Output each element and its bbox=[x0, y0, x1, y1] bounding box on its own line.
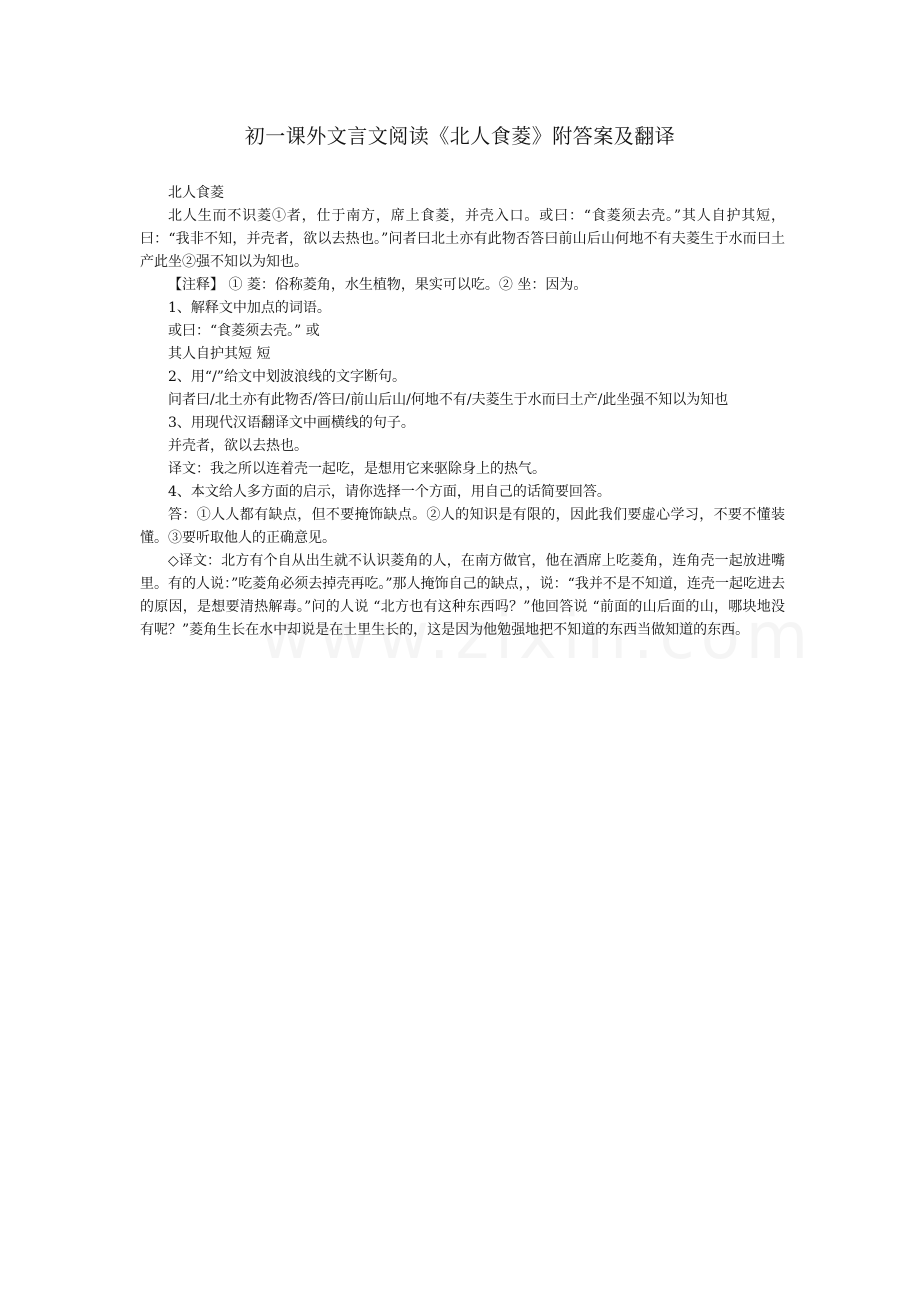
document-title: 初一课外文言文阅读《北人食菱》附答案及翻译 bbox=[244, 124, 676, 148]
original-text-paragraph: 北人生而不识菱①者，仕于南方，席上食菱，并壳入口。或曰：“食菱须去壳。”其人自护其短，曰：“我非不知，并壳者，欲以去热也。”问者曰北土亦有此物否答曰前山后山何地不有夫菱生于水而曰土产此坐②强不知以为知也。 bbox=[140, 208, 785, 270]
question-2: 2、用“/”给文中划波浪线的文字断句。 bbox=[168, 369, 406, 385]
question-1: 1、解释文中加点的词语。 bbox=[168, 300, 331, 316]
question-3-answer: 译文：我之所以连着壳一起吃，是想用它来驱除身上的热气。 bbox=[168, 461, 546, 477]
document-body bbox=[140, 182, 785, 642]
translation-paragraph: ◇译文：北方有个自从出生就不认识菱角的人，在南方做官，他在酒席上吃菱角，连角壳一起放进嘴里。有的人说：”吃菱角必须去掉壳再吃。”那人掩饰自己的缺点，，说：“我并不是不知道，连壳一起吃进去的原因，是想要清热解毒。”问的人说 “北方也有这种东西吗？”他回答说 “前面的山后面的山，哪块地没有呢？”菱角生长在水中却说是在土里生长的，这是因为他勉强地把不知道的东西当做知道的东西。 bbox=[140, 553, 785, 638]
question-4-answer: 答：①人人都有缺点，但不要掩饰缺点。②人的知识是有限的，因此我们要虚心学习，不要不懂装懂。③要听取他人的正确意见。 bbox=[140, 507, 785, 546]
question-3-sentence: 并壳者，欲以去热也。 bbox=[168, 438, 308, 454]
section-heading: 北人食菱 bbox=[168, 185, 224, 201]
question-2-answer: 问者曰/北土亦有此物否/答曰/前山后山/何地不有/夫菱生于水而曰土产/此坐强不知以为知也 bbox=[168, 392, 729, 408]
notes-paragraph: 【注释】 ① 菱：俗称菱角，水生植物，果实可以吃。② 坐：因为。 bbox=[168, 277, 588, 293]
question-1-item-a: 或曰：“食菱须去壳。” 或 bbox=[168, 323, 320, 339]
question-1-item-b: 其人自护其短 短 bbox=[168, 346, 271, 362]
question-4: 4、本文给人多方面的启示，请你选择一个方面，用自己的话简要回答。 bbox=[168, 484, 611, 500]
question-3: 3、用现代汉语翻译文中画横线的句子。 bbox=[168, 415, 415, 431]
